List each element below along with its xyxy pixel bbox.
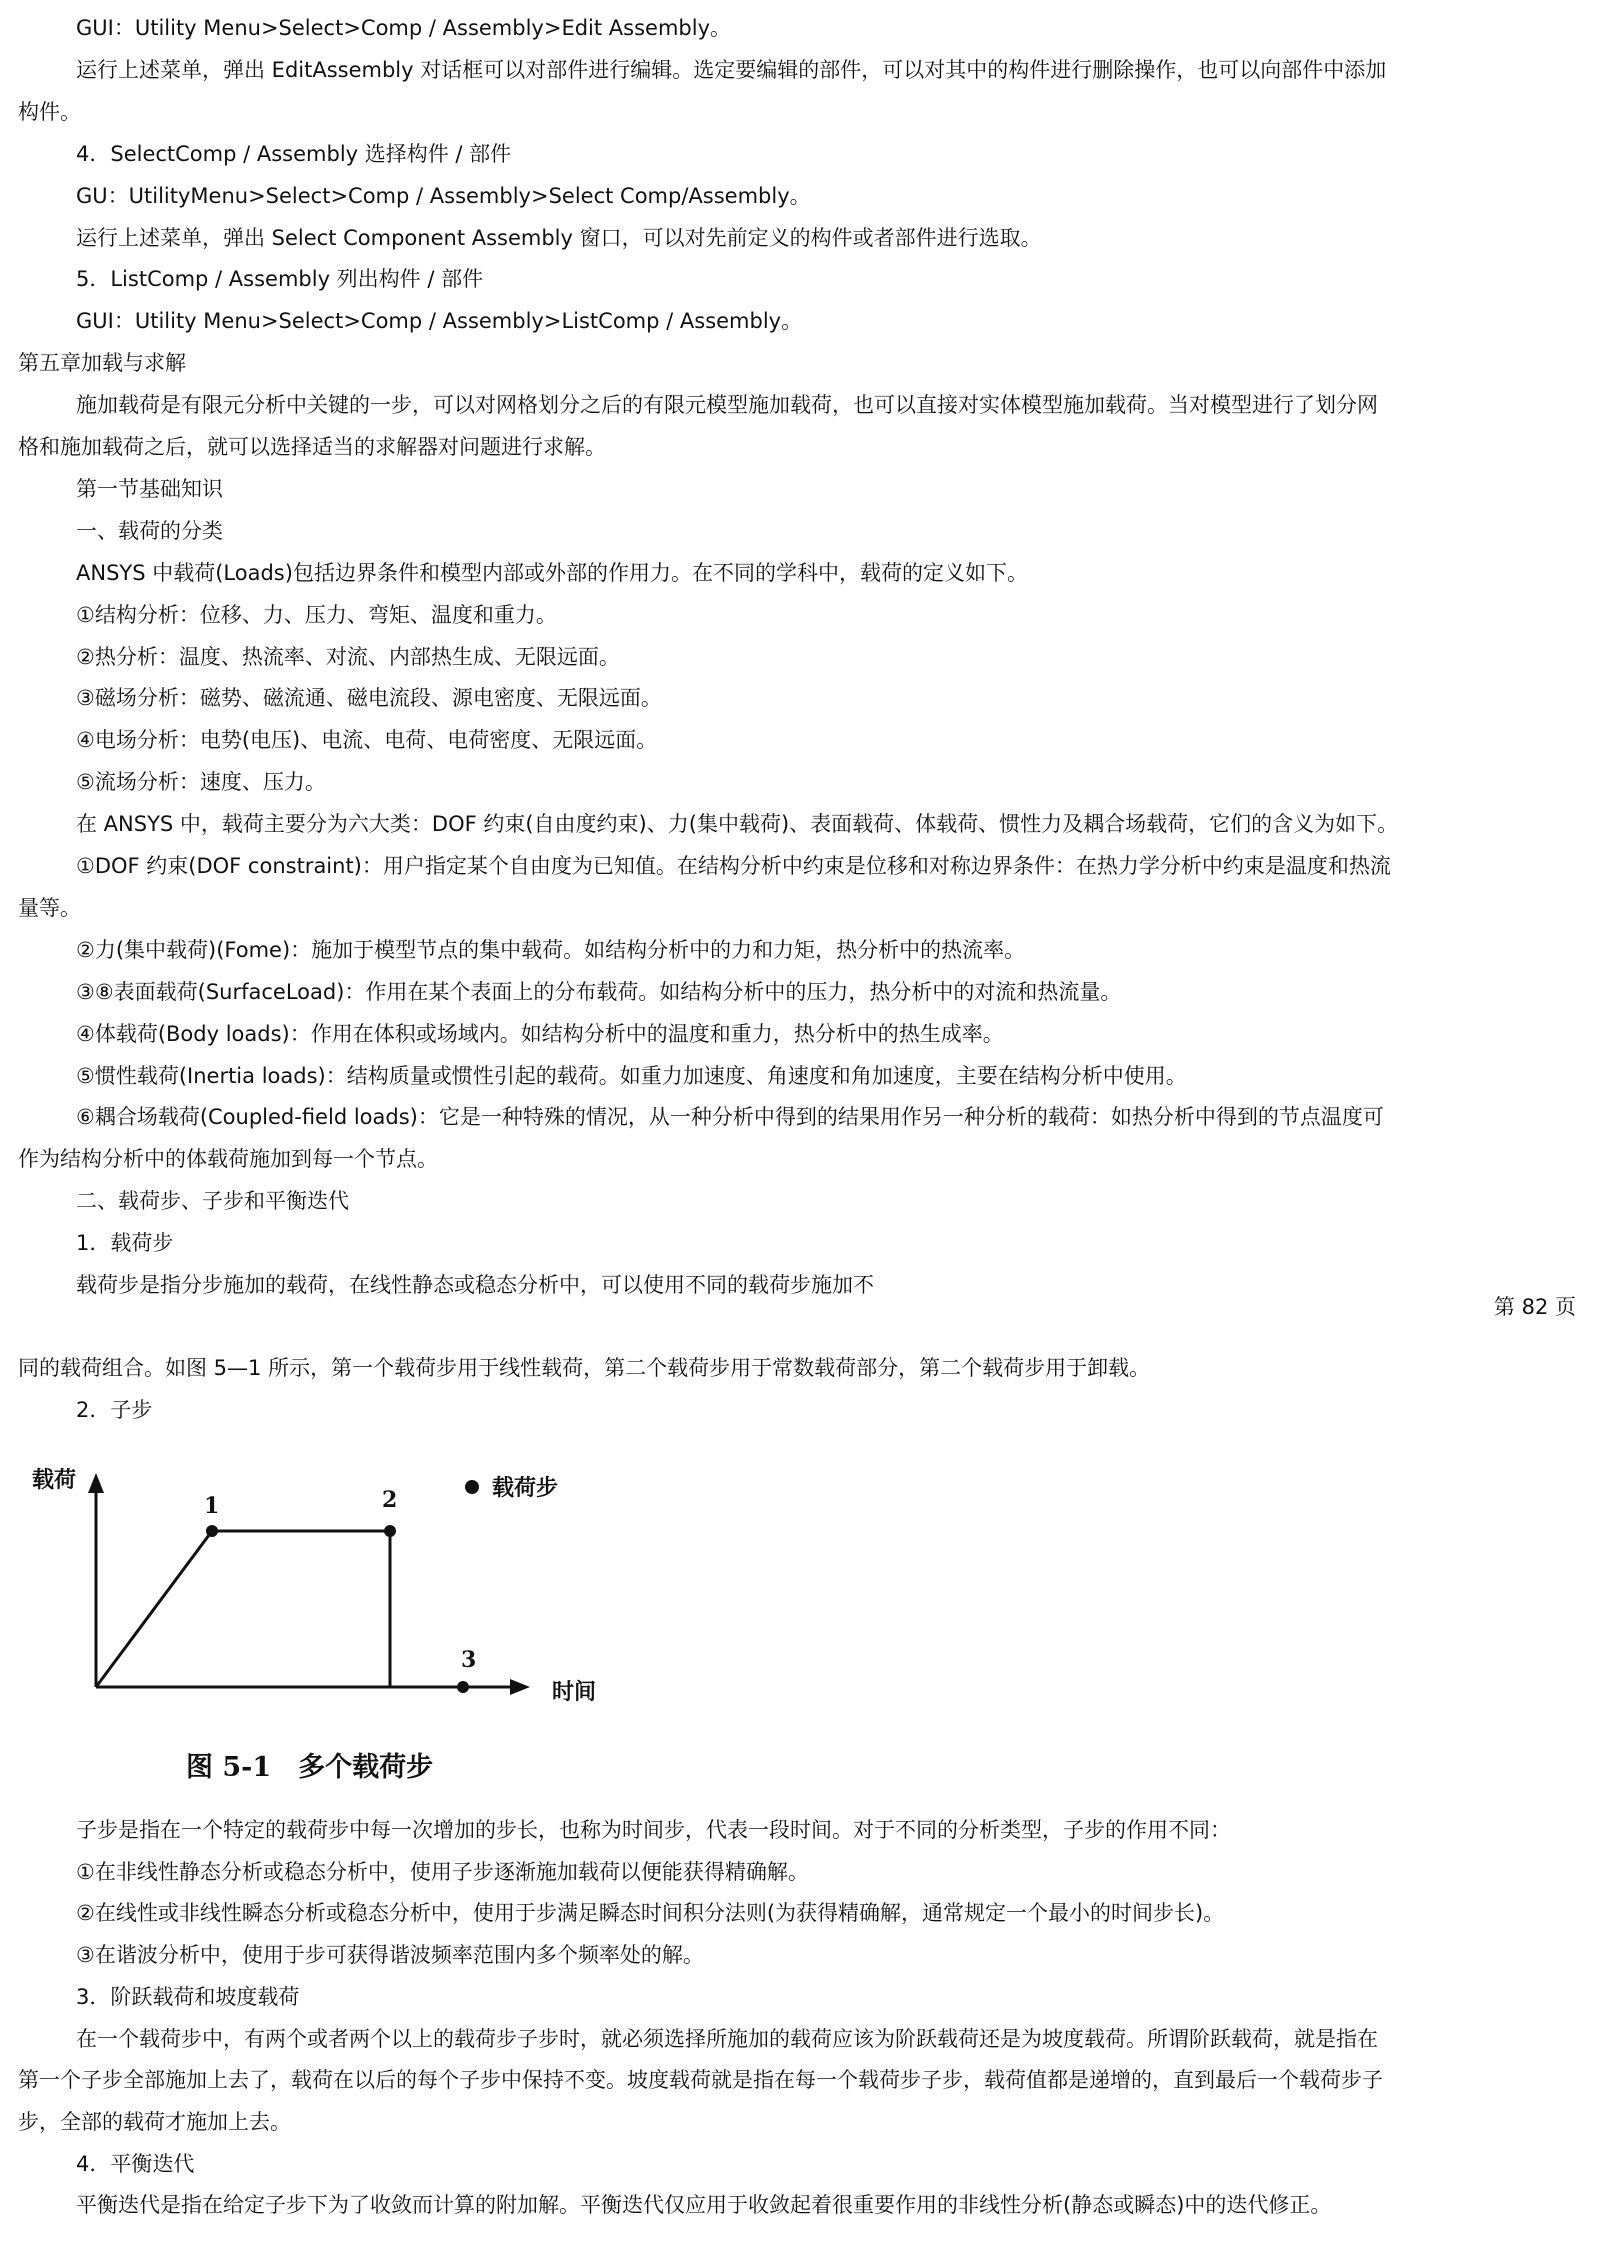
text-line: 1．载荷步 — [76, 1231, 174, 1256]
text-line: ③⑧表面载荷(SurfaceLoad)：作用在某个表面上的分布载荷。如结构分析中的压力，热分析中的对流和热流量。 — [76, 979, 1122, 1004]
text-line: 第一个子步全部施加上去了，载荷在以后的每个子步中保持不变。坡度载荷就是指在每一个载荷步子步，载荷值都是递增的，直到最后一个载荷步子 — [18, 2068, 1383, 2093]
text-line: 第五章加载与求解 — [18, 351, 186, 376]
text-line: ④电场分析：电势(电压)、电流、电荷、电荷密度、无限远面。 — [76, 728, 658, 753]
text-line: 一、载荷的分类 — [76, 518, 223, 543]
text-line: 步，全部的载荷才施加上去。 — [18, 2109, 291, 2134]
text-line: ②力(集中载荷)(Fome)：施加于模型节点的集中载荷。如结构分析中的力和力矩，热分析中的热流率。 — [76, 937, 1026, 962]
text-line: 第一节基础知识 — [76, 476, 223, 501]
text-line: 4．SelectComp / Assembly 选择构件 / 部件 — [76, 141, 512, 166]
text-line: GUI：Utility Menu>Select>Comp / Assembly>ListComp / Assembly。 — [76, 309, 803, 334]
text-line: 格和施加载荷之后，就可以选择适当的求解器对问题进行求解。 — [18, 435, 606, 459]
text-line: 作为结构分析中的体载荷施加到每一个节点。 — [18, 1147, 438, 1172]
load-curve — [96, 1531, 390, 1687]
text-line: ①结构分析：位移、力、压力、弯矩、温度和重力。 — [76, 602, 557, 627]
text-line: 运行上述菜单，弹出 Select Component Assembly 窗口，可以对先前定义的构件或者部件进行选取。 — [76, 225, 1042, 250]
text-line: 子步是指在一个特定的载荷步中每一次增加的步长，也称为时间步，代表一段时间。对于不同的分析类型，子步的作用不同： — [76, 1818, 1231, 1842]
text-line: GUI：Utility Menu>Select>Comp / Assembly>Edit Assembly。 — [76, 16, 732, 40]
text-line: ④体载荷(Body loads)：作用在体积或场域内。如结构分析中的温度和重力，热分析中的热生成率。 — [76, 1021, 1004, 1046]
text-line: ⑤惯性载荷(Inertia loads)：结构质量或惯性引起的载荷。如重力加速度、角速度和角加速度，主要在结构分析中使用。 — [76, 1063, 1187, 1088]
y-axis-arrow — [88, 1473, 104, 1493]
load-step-point-3 — [457, 1681, 469, 1693]
text-line: ②热分析：温度、热流率、对流、内部热生成、无限远面。 — [76, 644, 620, 669]
text-line: 量等。 — [18, 895, 81, 920]
text-line: GU：UtilityMenu>Select>Comp / Assembly>Select Comp/Assembly。 — [76, 183, 811, 208]
y-axis-label: 载荷 — [32, 1467, 77, 1493]
text-line: ①在非线性静态分析或稳态分析中，使用子步逐渐施加载荷以便能获得精确解。 — [76, 1859, 809, 1884]
text-line: 构件。 — [18, 99, 81, 124]
text-line: 平衡迭代是指在给定子步下为了收敛而计算的附加解。平衡迭代仅应用于收敛起着很重要作用的非线性分析(静态或瞬态)中的迭代修正。 — [76, 2193, 1332, 2218]
figure-caption: 图 5-1 多个载荷步 — [186, 1752, 434, 1783]
text-line: 二、载荷步、子步和平衡迭代 — [76, 1189, 349, 1214]
text-line: 施加载荷是有限元分析中关键的一步，可以对网格划分之后的有限元模型施加载荷，也可以直接对实体模型施加载荷。当对模型进行了划分网 — [76, 393, 1378, 418]
text-line: 5．ListComp / Assembly 列出构件 / 部件 — [76, 267, 484, 292]
text-line: 在 ANSYS 中，载荷主要分为六大类：DOF 约束(自由度约束)、力(集中载荷)、表面载荷、体载荷、惯性力及耦合场载荷，它们的含义为如下。 — [76, 812, 1399, 837]
text-line: ①DOF 约束(DOF constraint)：用户指定某个自由度为已知值。在结构分析中约束是位移和对称边界条件：在热力学分析中约束是温度和热流 — [76, 854, 1391, 878]
text-line: ANSYS 中载荷(Loads)包括边界条件和模型内部或外部的作用力。在不同的学科中，载荷的定义如下。 — [76, 560, 1028, 585]
point-label-2: 2 — [382, 1487, 398, 1513]
legend-label: 载荷步 — [492, 1475, 559, 1501]
point-label-1: 1 — [204, 1493, 220, 1519]
x-axis-label: 时间 — [552, 1679, 597, 1705]
page-number: 第 82 页 — [1493, 1295, 1576, 1319]
text-line: ⑤流场分析：速度、压力。 — [76, 770, 326, 795]
text-line: 2．子步 — [76, 1397, 153, 1422]
text-line: 4．平衡迭代 — [76, 2151, 195, 2176]
text-line: ③在谐波分析中，使用于步可获得谐波频率范围内多个频率处的解。 — [76, 1943, 704, 1968]
text-line: ②在线性或非线性瞬态分析或稳态分析中，使用于步满足瞬态时间积分法则(为获得精确解，通常规定一个最小的时间步长)。 — [76, 1901, 1225, 1926]
legend-dot — [465, 1480, 479, 1494]
text-line: 同的载荷组合。如图 5—1 所示，第一个载荷步用于线性载荷，第二个载荷步用于常数载荷部分，第二个载荷步用于卸载。 — [18, 1356, 1151, 1380]
text-line: ⑥耦合场载荷(Coupled-field loads)：它是一种特殊的情况，从一种分析中得到的结果用作另一种分析的载荷：如热分析中得到的节点温度可 — [76, 1105, 1384, 1130]
x-axis-arrow — [510, 1679, 530, 1695]
text-line: 3．阶跃载荷和坡度载荷 — [76, 1984, 300, 2009]
load-step-point-2 — [384, 1525, 396, 1537]
text-line: ③磁场分析：磁势、磁流通、磁电流段、源电密度、无限远面。 — [76, 686, 662, 711]
text-line: 载荷步是指分步施加的载荷，在线性静态或稳态分析中，可以使用不同的载荷步施加不 — [76, 1273, 874, 1297]
point-label-3: 3 — [461, 1647, 477, 1673]
text-line: 在一个载荷步中，有两个或者两个以上的载荷步子步时，就必须选择所施加的载荷应该为阶跃载荷还是为坡度载荷。所谓阶跃载荷，就是指在 — [76, 2026, 1378, 2051]
load-step-point-1 — [206, 1525, 218, 1537]
text-line: 运行上述菜单，弹出 EditAssembly 对话框可以对部件进行编辑。选定要编辑的部件，可以对其中的构件进行删除操作，也可以向部件中添加 — [76, 57, 1387, 82]
